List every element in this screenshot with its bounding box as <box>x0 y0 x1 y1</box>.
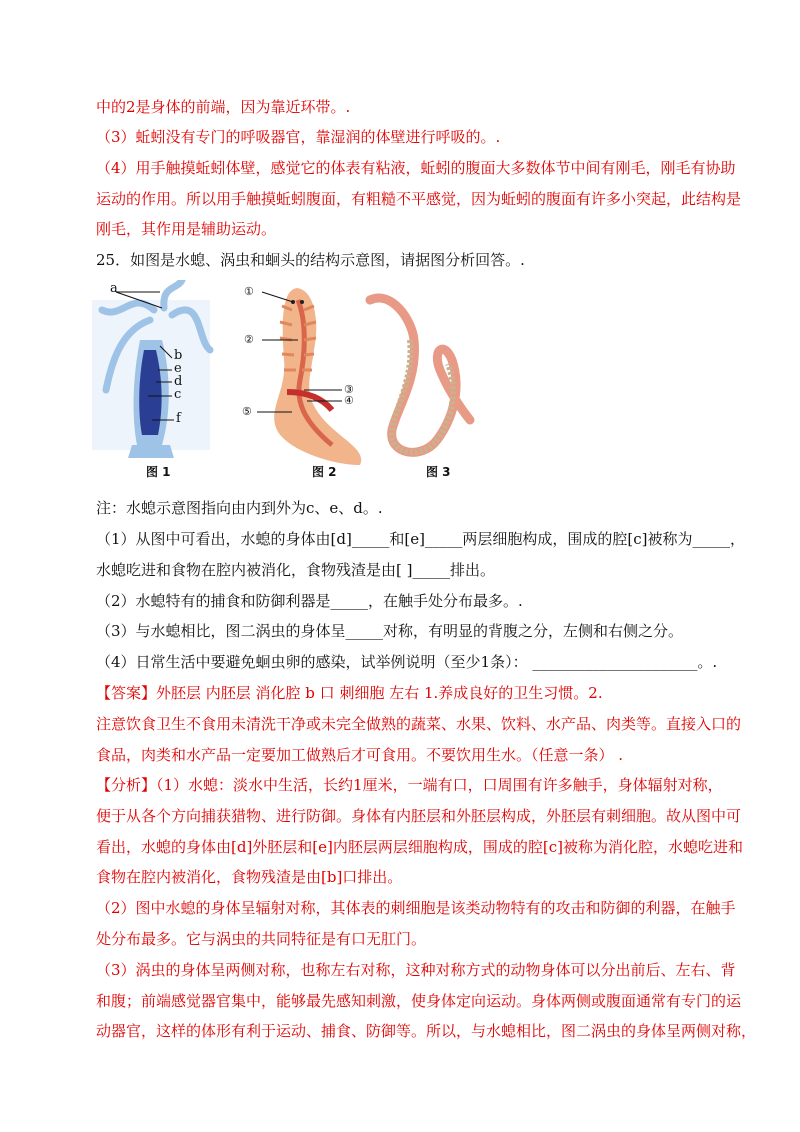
text-line: （1）从图中可看出，水螅的身体由[d]_____和[e]_____两层细胞构成，围成的腔[c]被称为_____， <box>96 530 746 548</box>
hydra-label-a: a <box>110 281 118 296</box>
text-line: 看出，水螅的身体由[d]外胚层和[e]内胚层两层细胞构成，围成的腔[c]被称为消化腔，水螅吃进和 <box>96 838 743 856</box>
text-line: 注意饮食卫生不食用未清洗干净或未完全做熟的蔬菜、水果、饮料、水产品、肉类等。直接入口的 <box>96 715 742 733</box>
hydra-label-e: e <box>174 361 182 376</box>
analysis-line: 【分析】（1）水螅：淡水中生活，长约1厘米，一端有口，口周围有许多触手，身体辐射对称， <box>96 776 723 794</box>
text-line: 注：水螅示意图指向由内到外为c、e、d。. <box>96 499 383 517</box>
question-title: 25．如图是水螅、涡虫和蛔头的结构示意图，请据图分析回答。. <box>96 251 525 269</box>
text-line: 中的2是身体的前端，因为靠近环带。. <box>96 98 351 116</box>
planaria-label-2: ② <box>244 333 254 346</box>
text-line: 便于从各个方向捕获猎物、进行防御。身体有内胚层和外胚层构成，外胚层有刺细胞。故从图中可 <box>96 807 742 825</box>
text-line: （3）涡虫的身体呈两侧对称，也称左右对称，这种对称方式的动物身体可以分出前后、左右、背 <box>96 961 736 979</box>
text-line: 刚毛，其作用是辅助运动。 <box>96 220 277 238</box>
hydra-label-c: c <box>174 387 182 402</box>
hydra-label-b: b <box>174 348 183 363</box>
planaria-label-3: ③ <box>344 383 354 396</box>
planaria-label-5: ⑤ <box>242 405 252 418</box>
text-line: 水螅吃进和食物在腔内被消化，食物残渣是由[ ]_____排出。 <box>96 561 495 579</box>
figure-caption-1: 图 1 <box>146 465 171 479</box>
text-line: （2）水螅特有的捕食和防御利器是_____，在触手处分布最多。. <box>96 592 523 610</box>
planaria-label-4: ④ <box>344 394 354 407</box>
planaria-illustration <box>257 288 361 465</box>
figure-caption-2: 图 2 <box>312 465 337 479</box>
hydra-label-d: d <box>174 374 183 389</box>
figure-illustrations <box>92 280 512 480</box>
figure-caption-3: 图 3 <box>426 465 451 479</box>
text-line: （3）与水螅相比，图二涡虫的身体呈_____对称，有明显的背腹之分，左侧和右侧之分。 <box>96 622 684 640</box>
text-line: （3）蚯蚓没有专门的呼吸器官，靠湿润的体壁进行呼吸的。. <box>96 128 501 146</box>
text-line: 食品，肉类和水产品一定要加工做熟后才可食用。不要饮用生水。（任意一条） . <box>96 746 624 764</box>
hydra-illustration <box>92 280 210 458</box>
structure-figure <box>92 280 512 480</box>
text-line: （2）图中水螅的身体呈辐射对称，其体表的刺细胞是该类动物特有的攻击和防御的利器，在触手 <box>96 899 736 917</box>
text-line: 运动的作用。所以用手触摸蚯蚓腹面，有粗糙不平感觉，因为蚯蚓的腹面有许多小突起，此结构是 <box>96 190 742 208</box>
text-line: 食物在腔内被消化，食物残渣是由[b]口排出。 <box>96 868 403 886</box>
text-line: （4）用手触摸蚯蚓体壁，感觉它的体表有粘液，蚯蚓的腹面大多数体节中间有刚毛，刚毛有协助 <box>96 159 736 177</box>
text-line: 动器官，这样的体形有利于运动、捕食、防御等。所以，与水螅相比，图二涡虫的身体呈两侧对称， <box>96 1022 757 1040</box>
planaria-label-1: ① <box>244 285 254 298</box>
roundworm-illustration <box>370 298 470 452</box>
hydra-label-f: f <box>176 411 181 426</box>
text-line: （4）日常生活中要避免蛔虫卵的感染，试举例说明（至少1条）： ______________________。. <box>96 653 718 671</box>
text-line: 和腹；前端感觉器官集中，能够最先感知刺激，使身体定向运动。身体两侧或腹面通常有专门的运 <box>96 992 742 1010</box>
answer-line: 【答案】外胚层 内胚层 消化腔 b 口 刺细胞 左右 1.养成良好的卫生习惯。2. <box>96 684 603 702</box>
text-line: 处分布最多。它与涡虫的共同特征是有口无肛门。 <box>96 930 427 948</box>
